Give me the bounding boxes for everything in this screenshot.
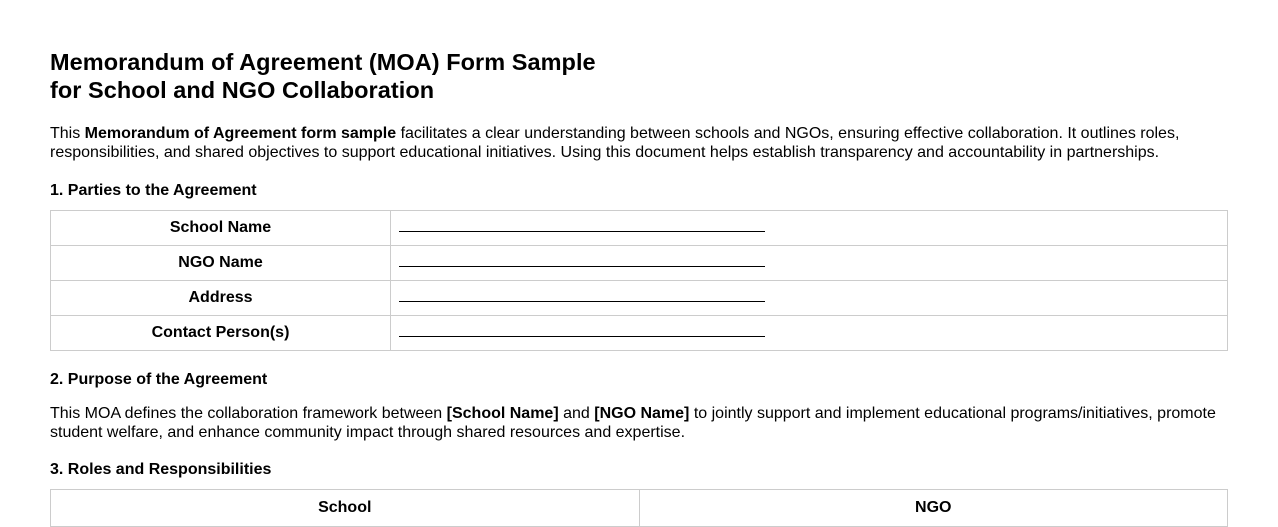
ngo-name-field[interactable] <box>391 246 1228 281</box>
section-heading-roles: 3. Roles and Responsibilities <box>50 461 272 478</box>
blank-line <box>399 265 765 267</box>
blank-line <box>399 300 765 302</box>
purpose-text: and <box>558 405 595 422</box>
row-label: Contact Person(s) <box>51 316 391 351</box>
roles-table <box>50 489 1228 527</box>
address-field[interactable] <box>391 281 1228 316</box>
purpose-paragraph <box>50 404 1228 442</box>
ngo-name-placeholder: [NGO Name] <box>594 405 690 422</box>
title-line-1: Memorandum of Agreement (MOA) Form Sample <box>50 49 596 75</box>
parties-table <box>50 210 1228 351</box>
blank-line <box>399 230 765 232</box>
table-row <box>51 281 1228 316</box>
school-name-field[interactable] <box>391 211 1228 246</box>
table-row <box>51 316 1228 351</box>
intro-paragraph <box>50 124 1228 162</box>
school-name-placeholder: [School Name] <box>446 405 559 422</box>
row-label: NGO Name <box>51 246 391 281</box>
section-heading-purpose: 2. Purpose of the Agreement <box>50 371 268 388</box>
table-row <box>51 211 1228 246</box>
intro-text-prefix: This <box>50 125 85 142</box>
column-header-school: School <box>51 490 640 527</box>
column-header-ngo: NGO <box>639 490 1228 527</box>
table-header-row <box>51 490 1228 527</box>
intro-text-bold: Memorandum of Agreement form sample <box>84 125 397 142</box>
section-heading-parties: 1. Parties to the Agreement <box>50 182 257 199</box>
intro-text-suffix: facilitates a clear understanding between schools and NGOs, ensuring effective collaboration. It outlines roles, responsibilities, and shared objectives to support educational initiatives. Using this document helps establish transparency and accountability in partnerships. <box>50 125 1180 161</box>
row-label: School Name <box>51 211 391 246</box>
purpose-text: to jointly support and implement educational programs/initiatives, promote student welfare, and enhance community impact through shared resources and expertise. <box>50 405 1216 441</box>
document-page <box>50 48 1228 527</box>
table-row <box>51 246 1228 281</box>
contact-person-field[interactable] <box>391 316 1228 351</box>
document-title <box>50 48 1228 104</box>
row-label: Address <box>51 281 391 316</box>
purpose-text: This MOA defines the collaboration framework between <box>50 405 447 422</box>
title-line-2: for School and NGO Collaboration <box>50 77 435 103</box>
blank-line <box>399 335 765 337</box>
